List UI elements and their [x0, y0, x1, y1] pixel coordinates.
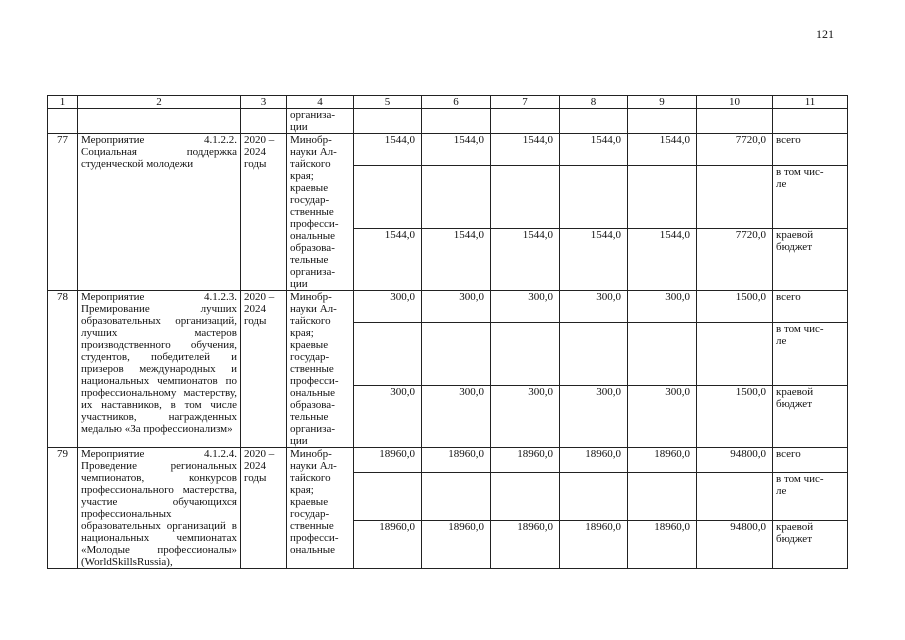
amount-cell: 18960,0: [422, 448, 491, 473]
period-cell: 2020 – 2024 годы: [241, 448, 287, 569]
row-number: 77: [48, 134, 78, 291]
amount-cell: [697, 323, 773, 385]
amount-cell: 300,0: [491, 291, 560, 323]
header-cell: 10: [697, 96, 773, 109]
funding-source-label: в том чис- ле: [773, 323, 848, 385]
executor-cell: Минобр- науки Ал- тайского края; краевые государ- ственные професси- ональные образова- тельные организа- ции: [287, 291, 354, 448]
funding-source-label: краевой бюджет: [773, 228, 848, 290]
amount-cell: [491, 166, 560, 228]
amount-cell: [560, 472, 628, 520]
executor-cell: Минобр- науки Ал- тайского края; краевые государ- ственные професси- ональные: [287, 448, 354, 569]
amount-cell: [697, 166, 773, 228]
period-cell: 2020 – 2024 годы: [241, 291, 287, 448]
funding-source-label: всего: [773, 291, 848, 323]
amount-cell: [628, 166, 697, 228]
amount-cell: 1544,0: [560, 228, 628, 290]
amount-cell: 1544,0: [491, 134, 560, 166]
header-cell: 9: [628, 96, 697, 109]
amount-cell: 300,0: [422, 385, 491, 447]
amount-cell: [422, 166, 491, 228]
measure-description: Мероприятие 4.1.2.4. Проведение региональных чемпионатов, конкурсов профессионального мастерства, участие обучающихся профессиональных образовательных организаций в национальных чемпионатах «Молодые профессионалы» (WorldSkillsRussia),: [78, 448, 241, 569]
measure-description: Мероприятие 4.1.2.3. Премирование лучших образовательных организаций, лучших мастеров производственного обучения, студентов, победителей и призеров международных и национальных чемпионатов по профессиональному мастерству, их наставников, в том числе участников, награжденных медалью «За профессионализм»: [78, 291, 241, 448]
header-cell: 7: [491, 96, 560, 109]
amount-cell: 18960,0: [491, 448, 560, 473]
header-cell: 6: [422, 96, 491, 109]
amount-cell: 18960,0: [422, 520, 491, 568]
header-cell: 11: [773, 96, 848, 109]
funding-source-label: краевой бюджет: [773, 520, 848, 568]
amount-cell: [422, 472, 491, 520]
amount-cell: 94800,0: [697, 448, 773, 473]
amount-cell: [560, 166, 628, 228]
funding-source-label: всего: [773, 134, 848, 166]
table-row: [48, 291, 848, 323]
amount-cell: 18960,0: [354, 448, 422, 473]
amount-cell: 300,0: [560, 385, 628, 447]
budget-table: [47, 95, 848, 569]
amount-cell: 300,0: [422, 291, 491, 323]
header-row: [48, 96, 848, 109]
amount-cell: 7720,0: [697, 134, 773, 166]
amount-cell: 300,0: [354, 291, 422, 323]
amount-cell: 18960,0: [560, 448, 628, 473]
header-cell: 8: [560, 96, 628, 109]
amount-cell: 1544,0: [628, 134, 697, 166]
amount-cell: 1544,0: [560, 134, 628, 166]
amount-cell: 94800,0: [697, 520, 773, 568]
amount-cell: 1544,0: [354, 228, 422, 290]
amount-cell: 18960,0: [628, 448, 697, 473]
amount-cell: 18960,0: [491, 520, 560, 568]
amount-cell: [491, 323, 560, 385]
amount-cell: 300,0: [628, 291, 697, 323]
amount-cell: 1544,0: [628, 228, 697, 290]
amount-cell: 300,0: [354, 385, 422, 447]
amount-cell: 7720,0: [697, 228, 773, 290]
amount-cell: [628, 472, 697, 520]
row-number: 78: [48, 291, 78, 448]
amount-cell: 1500,0: [697, 385, 773, 447]
amount-cell: [628, 323, 697, 385]
amount-cell: [422, 323, 491, 385]
header-cell: 2: [78, 96, 241, 109]
amount-cell: 1544,0: [491, 228, 560, 290]
amount-cell: [491, 472, 560, 520]
header-cell: 4: [287, 96, 354, 109]
amount-cell: 1544,0: [354, 134, 422, 166]
amount-cell: 1544,0: [422, 134, 491, 166]
continuation-row: [48, 109, 848, 134]
amount-cell: [697, 472, 773, 520]
amount-cell: [354, 323, 422, 385]
amount-cell: 300,0: [491, 385, 560, 447]
row-number: 79: [48, 448, 78, 569]
amount-cell: [354, 166, 422, 228]
executor-continuation: организа- ции: [287, 109, 354, 134]
amount-cell: 1544,0: [422, 228, 491, 290]
funding-source-label: в том чис- ле: [773, 472, 848, 520]
amount-cell: 18960,0: [628, 520, 697, 568]
amount-cell: [560, 323, 628, 385]
table-row: [48, 448, 848, 473]
table-row: [48, 134, 848, 166]
measure-description: Мероприятие 4.1.2.2. Социальная поддержка студенческой молодежи: [78, 134, 241, 291]
period-cell: 2020 – 2024 годы: [241, 134, 287, 291]
header-cell: 5: [354, 96, 422, 109]
amount-cell: 300,0: [628, 385, 697, 447]
funding-source-label: в том чис- ле: [773, 166, 848, 228]
page-number: 121: [816, 27, 834, 41]
header-cell: 1: [48, 96, 78, 109]
amount-cell: 300,0: [560, 291, 628, 323]
amount-cell: [354, 472, 422, 520]
funding-source-label: краевой бюджет: [773, 385, 848, 447]
header-cell: 3: [241, 96, 287, 109]
amount-cell: 18960,0: [560, 520, 628, 568]
amount-cell: 18960,0: [354, 520, 422, 568]
amount-cell: 1500,0: [697, 291, 773, 323]
executor-cell: Минобр- науки Ал- тайского края; краевые государ- ственные професси- ональные образова- тельные организа- ции: [287, 134, 354, 291]
funding-source-label: всего: [773, 448, 848, 473]
